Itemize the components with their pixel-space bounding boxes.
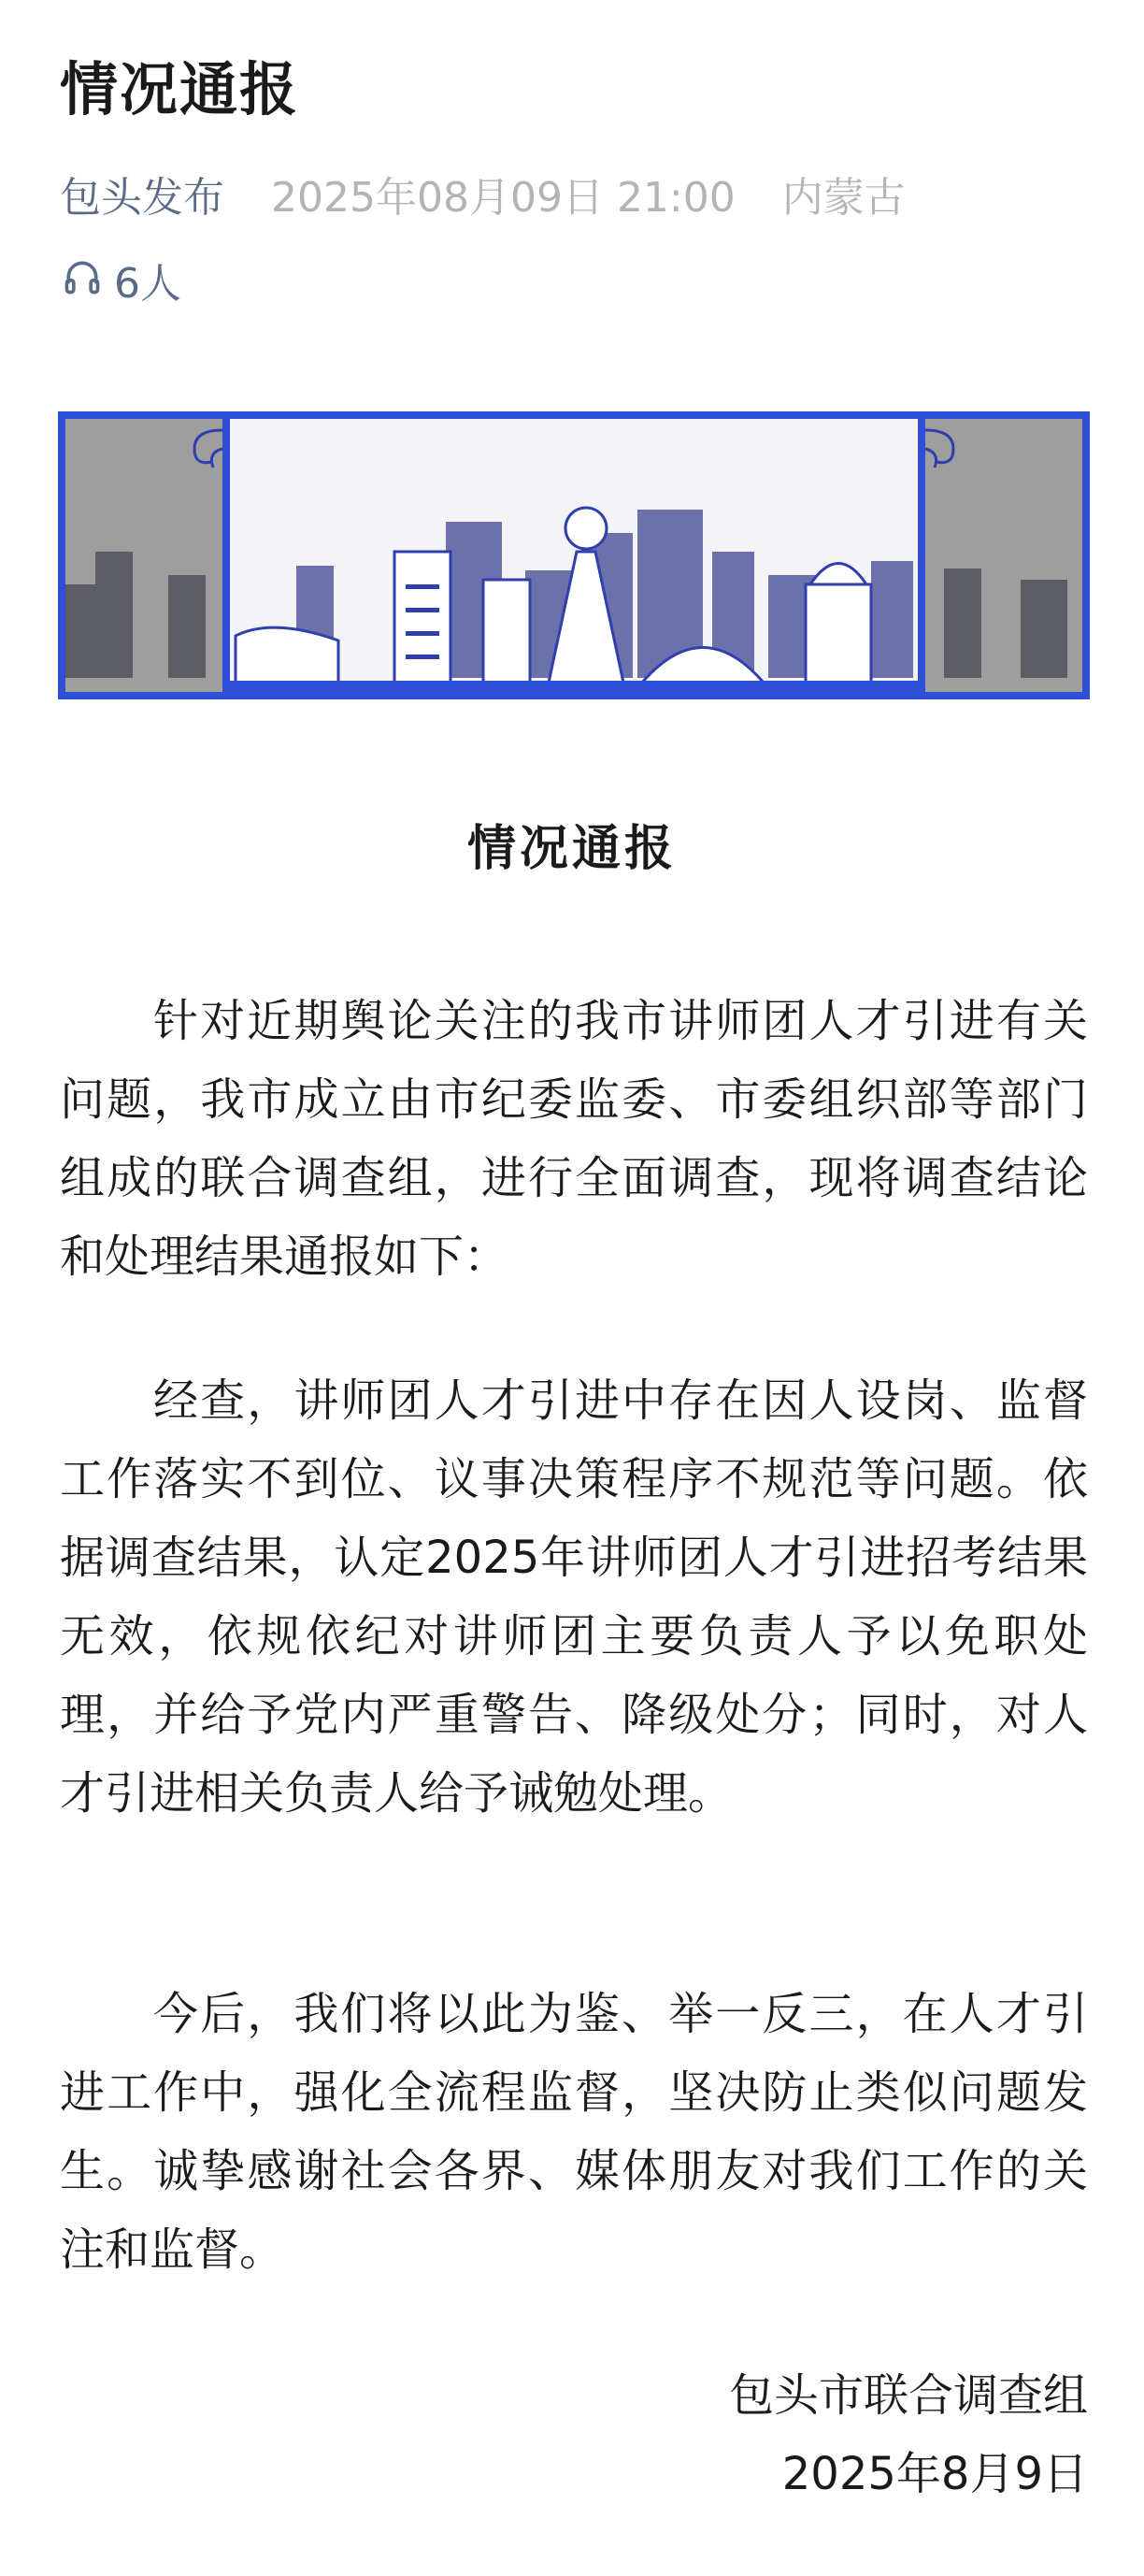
signature-block [729,2356,1088,2513]
city-skyline-banner [58,411,1090,699]
article-meta [60,168,906,228]
signature-date: 2025年8月9日 [781,2448,1088,2500]
source-account-link[interactable]: 包头发布 [60,174,224,222]
publish-location: 内蒙古 [781,174,906,222]
headphones-icon [62,254,103,314]
listen-count[interactable] [62,254,181,314]
article-paragraph: 针对近期舆论关注的我市讲师团人才引进有关问题，我市成立由市纪委监委、市委组织部等部门组成的联合调查组，进行全面调查，现将调查结论和处理结果通报如下： [60,995,1088,1283]
signature-org: 包头市联合调查组 [728,2369,1088,2422]
article-paragraph: 经查，讲师团人才引进中存在因人设岗、监督工作落实不到位、议事决策程序不规范等问题。依据调查结果，认定2025年讲师团人才引进招考结果无效，依规依纪对讲师团主要负责人予以免职处理，并给予党内严重警告、降级处分；同时，对人才引进相关负责人给予诫勉处理。 [60,1374,1088,1820]
article-paragraph: 今后，我们将以此为鉴、举一反三，在人才引进工作中，强化全流程监督，坚决防止类似问题发生。诚挚感谢社会各界、媒体朋友对我们工作的关注和监督。 [60,1988,1088,2276]
listen-count-text: 6人 [114,260,181,308]
article-heading: 情况通报 [466,821,677,877]
page-title: 情况通报 [60,55,300,123]
publish-datetime: 2025年08月09日 21:00 [271,174,736,222]
